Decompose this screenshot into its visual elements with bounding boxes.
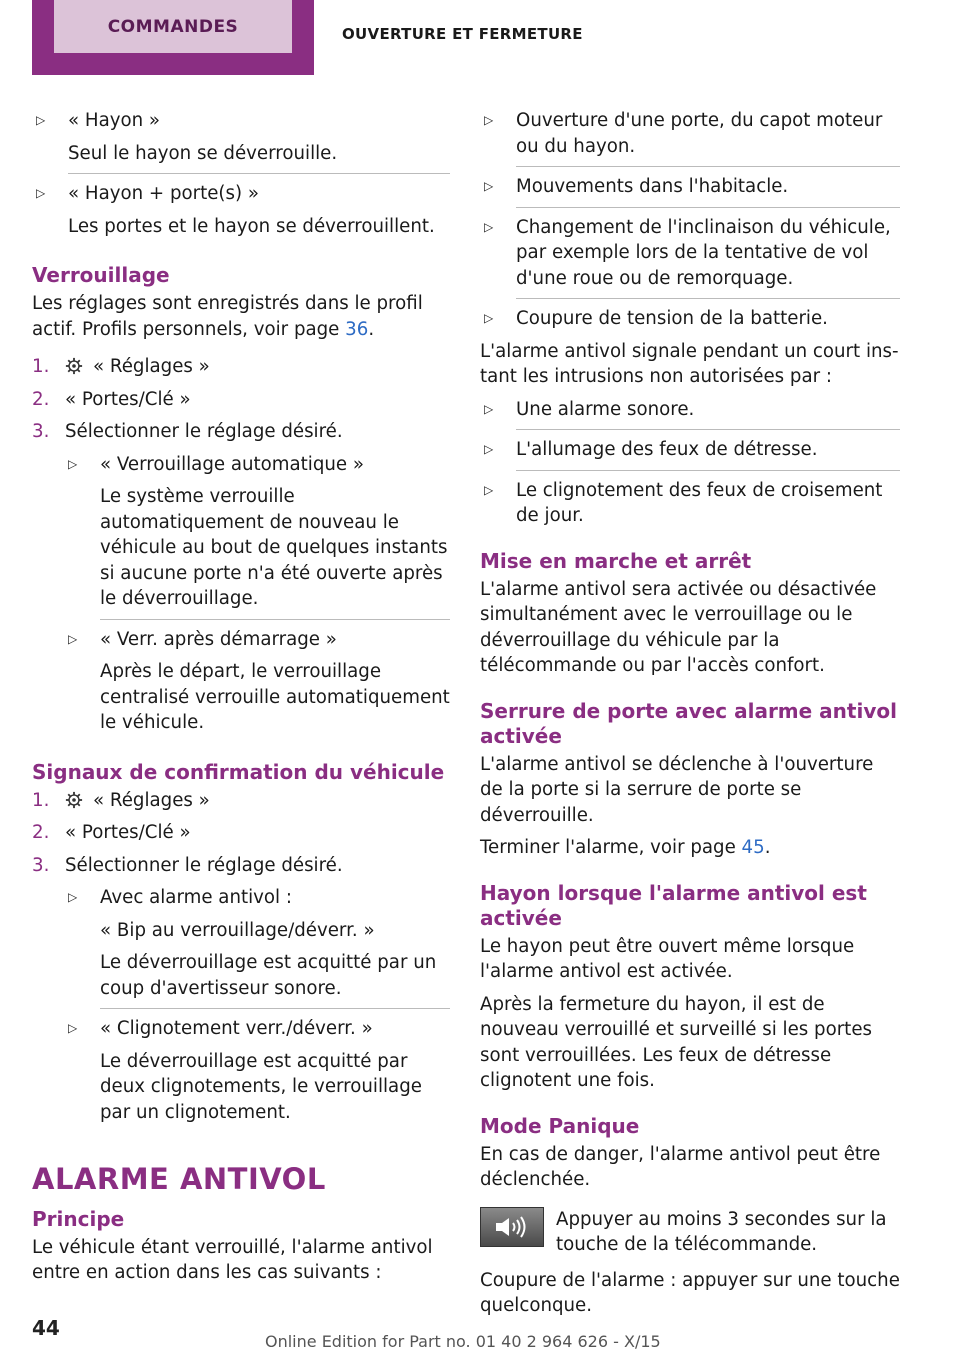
header-tab-label: COMMANDES	[54, 0, 292, 53]
triangle-bullet-icon: ▷	[68, 890, 78, 904]
numbered-item: 2. « Portes/Clé »	[32, 822, 191, 843]
header-section-title: OUVERTURE ET FERMETURE	[342, 25, 583, 43]
paragraph: Le hayon peut être ouvert même lorsque l'alarme antivol est activée.	[480, 935, 855, 982]
triangle-bullet-icon: ▷	[36, 113, 46, 127]
divider	[100, 619, 450, 620]
list-item	[32, 108, 450, 166]
list-item-label: « Hayon »	[68, 110, 161, 131]
triangle-bullet-icon: ▷	[484, 482, 494, 497]
numbered-item: 1. « Réglages »	[32, 356, 210, 377]
list-item: ▷ « Verrouillage automatique » Le système verrouille automatiquement de nouveau le véhicule au bout de quelques instants si aucune porte n'a été ouverte après le déverrouillage.	[68, 453, 448, 609]
gear-icon	[65, 357, 83, 375]
list-item: ▷ « Verr. après démarrage » Après le départ, le verrouillage centralisé verrouille automatiquement le véhicule.	[68, 628, 450, 733]
header-tab	[32, 0, 314, 75]
speaker-button-icon	[480, 1207, 544, 1247]
divider	[516, 429, 900, 430]
triangle-bullet-icon: ▷	[484, 442, 494, 456]
divider	[100, 1008, 450, 1009]
paragraph: Le véhicule étant verrouillé, l'alarme antivol entre en action dans les cas suivants :	[32, 1236, 433, 1283]
list-item: ▷ Changement de l'inclinaison du véhicule, par exemple lors de la tentative de vol d'une roue ou de remorquage.	[484, 216, 891, 289]
heading-mise-en-marche: Mise en marche et arrêt	[480, 548, 752, 573]
list-item: ▷ Le clignotement des feux de croisement de jour.	[484, 479, 883, 526]
list-item: ▷ Coupure de tension de la batterie.	[480, 306, 900, 332]
list-item-desc: Seul le hayon se déverrouille.	[68, 142, 338, 164]
divider	[516, 207, 900, 208]
list-item: ▷ Mouvements dans l'habitacle.	[480, 174, 900, 200]
triangle-bullet-icon: ▷	[484, 179, 494, 193]
list-item: ▷ Avec alarme antivol : « Bip au verrouillage/déverr. » Le déverrouillage est acquitté par un coup d'avertisseur sonore.	[68, 887, 437, 999]
paragraph: Terminer l'alarme, voir page 45.	[480, 837, 771, 858]
paragraph: L'alarme antivol sera activée ou désactivée simultanément avec le verrouillage ou le déverrouillage du véhicule par la télécommande ou par l'accès confort.	[480, 578, 877, 676]
numbered-item: 1. « Réglages »	[32, 789, 210, 811]
heading-verrouillage: Verrouillage	[32, 263, 170, 287]
heading-hayon: Hayon lorsque l'alarme antivol est activée	[480, 880, 867, 930]
list-item: ▷ Une alarme sonore.	[480, 397, 900, 423]
gear-icon	[65, 791, 83, 809]
heading-serrure: Serrure de porte avec alarme antivol activée	[480, 698, 897, 748]
paragraph: En cas de danger, l'alarme antivol peut être déclenchée.	[480, 1143, 881, 1190]
page-link[interactable]: 36	[345, 318, 369, 340]
triangle-bullet-icon: ▷	[68, 631, 78, 646]
heading-signaux: Signaux de confirmation du véhicule	[32, 759, 445, 784]
page-link[interactable]: 45	[741, 837, 765, 858]
triangle-bullet-icon: ▷	[484, 311, 494, 325]
list-item: ▷ « Clignotement verr./déverr. » Le déverrouillage est acquitté par deux clignotements, le verrouillage par un clignotement.	[68, 1018, 422, 1123]
paragraph: Après la fermeture du hayon, il est de nouveau verrouillé et surveillé si les portes sont verrouillées. Les feux de détresse clignotent une fois.	[480, 993, 872, 1091]
paragraph: L'alarme antivol se déclenche à l'ouverture de la porte si la serrure de porte se déverrouille.	[480, 753, 874, 826]
divider	[516, 298, 900, 299]
list-item	[32, 181, 450, 239]
heading-alarme-antivol: ALARME ANTIVOL	[32, 1162, 326, 1196]
numbered-item: 2. « Portes/Clé »	[32, 388, 191, 410]
triangle-bullet-icon: ▷	[484, 401, 494, 416]
list-item-label: « Hayon + porte(s) »	[68, 183, 259, 204]
paragraph: Coupure de l'alarme : appuyer sur une touche quelconque.	[480, 1269, 900, 1316]
divider	[68, 173, 450, 174]
numbered-item: 3. Sélectionner le réglage désiré.	[32, 854, 343, 876]
list-item-desc: Les portes et le hayon se déverrouillent.	[68, 215, 435, 237]
paragraph: Les réglages sont enregistrés dans le profil actif. Profils personnels, voir page 36.	[32, 293, 423, 340]
triangle-bullet-icon: ▷	[484, 219, 494, 234]
triangle-bullet-icon: ▷	[68, 1021, 78, 1035]
right-column	[480, 108, 900, 1326]
triangle-bullet-icon: ▷	[484, 113, 494, 127]
heading-principe: Principe	[32, 1206, 125, 1231]
divider	[516, 166, 900, 167]
paragraph: L'alarme antivol signale pendant un court instant les intrusions non autorisées par :	[480, 340, 899, 387]
left-column	[32, 108, 450, 1293]
numbered-item: 3. Sélectionner le réglage désiré.	[32, 421, 343, 442]
edition-note: Online Edition for Part no. 01 40 2 964 626 - X/15	[265, 1332, 661, 1351]
heading-mode-panique: Mode Panique	[480, 1113, 640, 1138]
list-item: ▷ Ouverture d'une porte, du capot moteur ou du hayon.	[484, 110, 883, 157]
panic-instruction: Appuyer au moins 3 secondes sur la touche de la télécommande.	[480, 1207, 900, 1258]
divider	[516, 470, 900, 471]
page-number: 44	[32, 1316, 60, 1340]
triangle-bullet-icon: ▷	[36, 186, 46, 200]
triangle-bullet-icon: ▷	[68, 456, 78, 471]
list-item: ▷ L'allumage des feux de détresse.	[480, 437, 900, 463]
